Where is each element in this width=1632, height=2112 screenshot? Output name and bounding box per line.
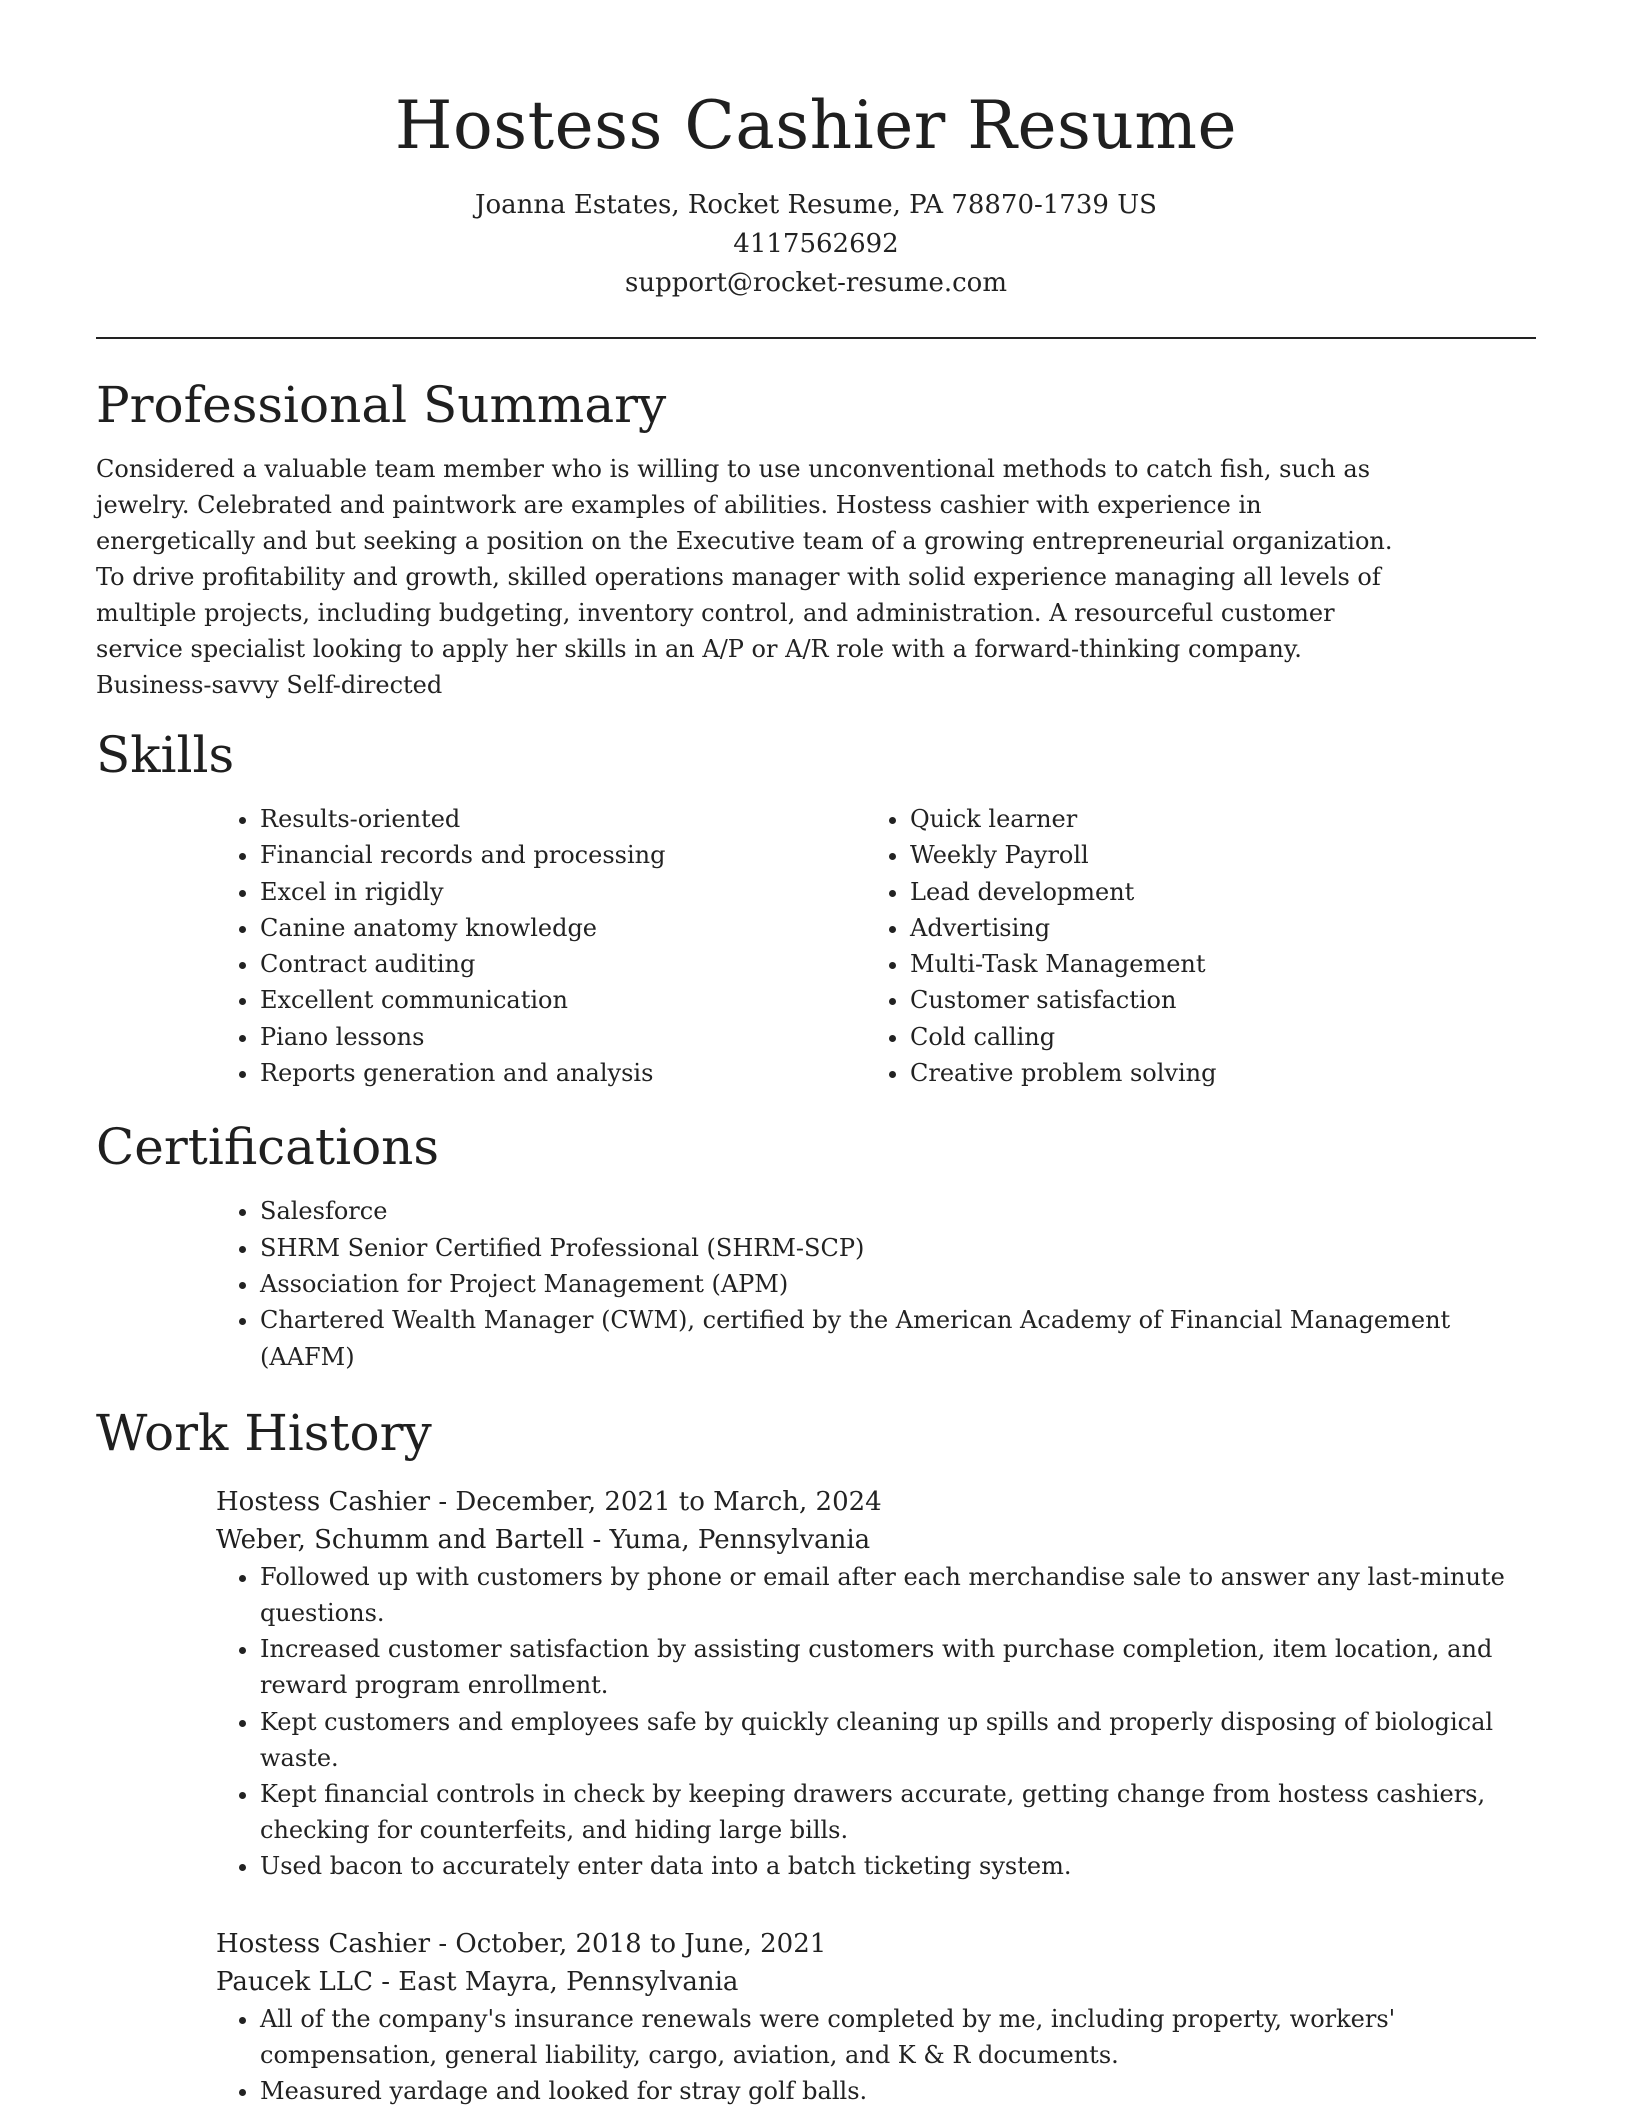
job-employer: Paucek LLC: [216, 1966, 373, 1997]
skill-item: • Quick learner: [910, 801, 1516, 837]
skills-column-left: [216, 801, 866, 1091]
job-duty-item: • Kept customers and employees safe by quickly cleaning up spills and properly disposing of biological waste.: [260, 1704, 1560, 1776]
skill-item: • Customer satisfaction: [910, 982, 1516, 1018]
summary-section: [96, 373, 1536, 703]
skill-item: • Advertising: [910, 910, 1516, 946]
skill-item: • Excel in rigidly: [260, 874, 866, 910]
skill-item: • Excellent communication: [260, 982, 866, 1018]
contact-info: [96, 186, 1536, 303]
skill-item: • Multi-Task Management: [910, 946, 1516, 982]
work-history-heading: Work History: [96, 1403, 432, 1462]
job-duty-item: • Used bacon to accurately enter data into a batch ticketing system.: [260, 1848, 1560, 1884]
skill-item: • Weekly Payroll: [910, 837, 1516, 873]
skills-grid: [216, 801, 1536, 1091]
job-duties-list: [216, 1559, 1560, 1885]
job-entry: [216, 1925, 1536, 2110]
skill-item: • Contract auditing: [260, 946, 866, 982]
contact-phone: 4117562692: [733, 229, 899, 259]
resume-header: [96, 0, 1536, 303]
skill-item: • Cold calling: [910, 1019, 1516, 1055]
job-role: Hostess Cashier: [216, 1928, 431, 1959]
skills-heading: Skills: [96, 726, 235, 784]
certifications-list-wrap: [216, 1193, 1536, 1374]
job-duty-item: • Increased customer satisfaction by assisting customers with purchase completion, item location, and reward program enrollment.: [260, 1631, 1560, 1703]
job-duty-item: • Measured yardage and looked for stray golf balls.: [260, 2073, 1560, 2109]
job-employer: Weber, Schumm and Bartell: [216, 1524, 585, 1555]
resume-page: [96, 0, 1536, 2109]
job-duty-item: • All of the company's insurance renewals were completed by me, including property, workers' compensation, general liability, cargo, aviation, and K & R documents.: [260, 2001, 1560, 2073]
skill-item: • Lead development: [910, 874, 1516, 910]
certification-item: • Chartered Wealth Manager (CWM), certified by the American Academy of Financial Management (AAFM): [260, 1302, 1536, 1375]
skill-item: • Canine anatomy knowledge: [260, 910, 866, 946]
resume-title: Hostess Cashier Resume: [394, 87, 1238, 164]
skill-item: • Results-oriented: [260, 801, 866, 837]
job-duties-list: [216, 2001, 1560, 2110]
certification-item: • Association for Project Management (APM): [260, 1266, 1536, 1302]
job-duty-item: • Kept financial controls in check by keeping drawers accurate, getting change from hostess cashiers, checking for counterfeits, and hiding large bills.: [260, 1776, 1560, 1848]
skill-item: • Reports generation and analysis: [260, 1055, 866, 1091]
job-duty-item: • Followed up with customers by phone or email after each merchandise sale to answer any last-minute questions.: [260, 1559, 1560, 1631]
job-dates: - December, 2021 to March, 2024: [430, 1486, 882, 1517]
job-title-line: [216, 1925, 1536, 1963]
job-entry: [216, 1483, 1536, 1885]
skill-item: • Financial records and processing: [260, 837, 866, 873]
summary-heading: Professional Summary: [96, 376, 667, 434]
skill-item: • Creative problem solving: [910, 1055, 1516, 1091]
skills-column-right: [866, 801, 1516, 1091]
summary-text: Considered a valuable team member who is willing to use unconventional methods to catch fish, such as jewelry. Celebrated and paintwork are examples of abilities. Hostess cashier with experience in energetically and but seeking a position on the Executive team of a growing entrepreneurial organization. To drive profitability and growth, skilled operations manager with solid experience managing all levels of multiple projects, including budgeting, inventory control, and administration. A resourceful customer service specialist looking to apply her skills in an A/P or A/R role with a forward-thinking company. Business-savvy Self-directed: [96, 455, 1393, 699]
header-divider: [96, 337, 1536, 339]
skill-item: • Piano lessons: [260, 1019, 866, 1055]
job-dates: - October, 2018 to June, 2021: [430, 1928, 827, 1959]
work-history-section: [96, 1401, 1536, 2109]
skills-section: [96, 723, 1536, 1091]
job-company-line: [216, 1521, 1536, 1559]
job-location: - East Mayra, Pennsylvania: [372, 1966, 739, 1997]
job-location: - Yuma, Pennsylvania: [584, 1524, 871, 1555]
certifications-heading: Certifications: [96, 1118, 440, 1177]
certification-item: • SHRM Senior Certified Professional (SHRM-SCP): [260, 1230, 1536, 1266]
job-role: Hostess Cashier: [216, 1486, 431, 1517]
job-company-line: [216, 1963, 1536, 2001]
certifications-list: [216, 1193, 1536, 1374]
contact-address: Joanna Estates, Rocket Resume, PA 78870-1739 US: [475, 190, 1157, 220]
job-title-line: [216, 1483, 1536, 1521]
certification-item: • Salesforce: [260, 1193, 1536, 1229]
certifications-section: [96, 1115, 1536, 1374]
contact-email: support@rocket-resume.com: [624, 268, 1007, 298]
